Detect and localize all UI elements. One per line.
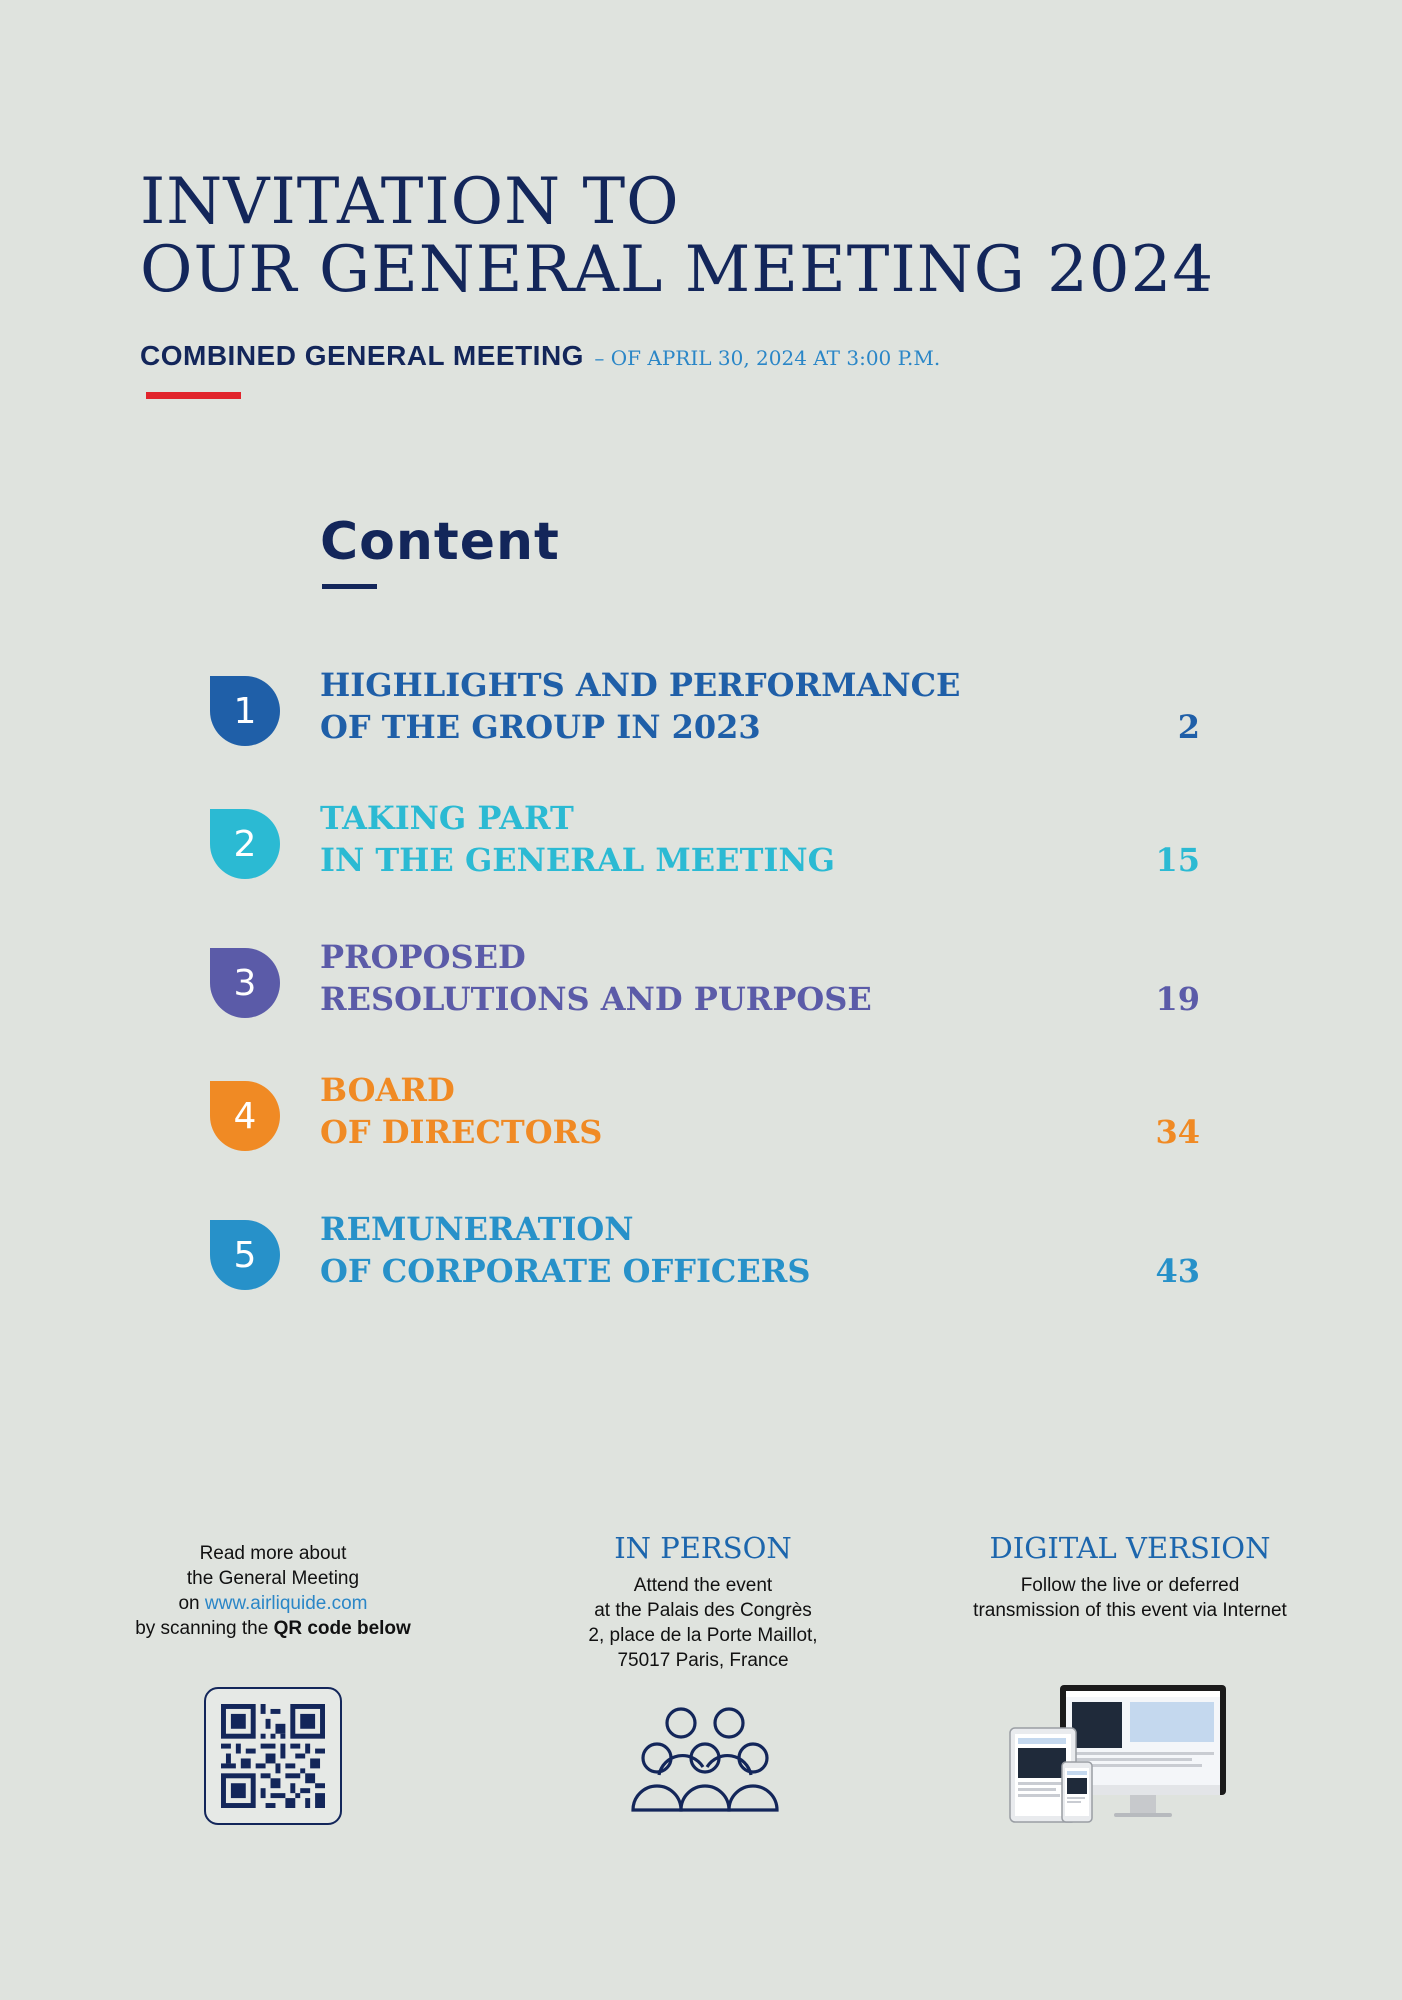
in-person-line-4: 75017 Paris, France xyxy=(617,1650,789,1671)
people-icon xyxy=(630,1705,780,1820)
section-number-badge: 5 xyxy=(210,1220,280,1290)
content-underline xyxy=(322,584,377,589)
in-person-title: IN PERSON xyxy=(614,1531,792,1565)
page-title xyxy=(140,165,1215,307)
toc-item-3[interactable] xyxy=(210,938,1200,1042)
toc-item-title xyxy=(320,1069,602,1153)
toc-item-title-line-2: OF THE GROUP IN 2023 xyxy=(320,708,761,746)
toc-item-title-line-1: PROPOSED xyxy=(320,938,526,976)
toc-item-5[interactable] xyxy=(210,1210,1200,1314)
toc-item-title-line-1: HIGHLIGHTS AND PERFORMANCE xyxy=(320,666,961,704)
toc-item-title xyxy=(320,664,960,748)
section-number-badge: 1 xyxy=(210,676,280,746)
toc-item-page: 15 xyxy=(1155,841,1200,879)
in-person-line-2: at the Palais des Congrès xyxy=(594,1600,812,1621)
toc-item-title-line-1: BOARD xyxy=(320,1071,455,1109)
meeting-type: COMBINED GENERAL MEETING xyxy=(140,340,584,371)
toc-item-page: 2 xyxy=(1177,708,1200,746)
read-more-column xyxy=(110,1541,436,1641)
in-person-column xyxy=(540,1531,866,1673)
read-more-line-4 xyxy=(110,1616,436,1641)
section-number-badge: 4 xyxy=(210,1081,280,1151)
toc-item-title-line-1: TAKING PART xyxy=(320,799,574,837)
toc-item-page: 19 xyxy=(1155,980,1200,1018)
toc-item-page: 34 xyxy=(1155,1113,1200,1151)
devices-icon xyxy=(980,1640,1280,1865)
toc-item-title-line-2: IN THE GENERAL MEETING xyxy=(320,841,835,879)
toc-item-title-line-2: OF CORPORATE OFFICERS xyxy=(320,1252,811,1290)
toc-item-title-line-2: OF DIRECTORS xyxy=(320,1113,603,1151)
digital-version-column xyxy=(950,1531,1310,1623)
scan-prefix: by scanning the xyxy=(135,1618,274,1639)
toc-item-1[interactable] xyxy=(210,666,1200,770)
toc-item-page: 43 xyxy=(1155,1252,1200,1290)
toc-item-title-line-2: RESOLUTIONS AND PURPOSE xyxy=(320,980,872,1018)
toc-item-2[interactable] xyxy=(210,799,1200,903)
qr-code-graphic xyxy=(221,1704,325,1808)
scan-emphasis: QR code below xyxy=(273,1618,411,1639)
toc-item-title-line-1: REMUNERATION xyxy=(320,1210,634,1248)
toc-item-title xyxy=(320,936,872,1020)
in-person-line-3: 2, place de la Porte Maillot, xyxy=(588,1625,818,1646)
section-number-badge: 2 xyxy=(210,809,280,879)
read-more-line-2: the General Meeting xyxy=(186,1568,360,1589)
title-line-1: INVITATION TO xyxy=(140,165,680,239)
in-person-line-1: Attend the event xyxy=(633,1575,773,1596)
title-line-2: OUR GENERAL MEETING 2024 xyxy=(140,233,1215,307)
meeting-date: – OF APRIL 30, 2024 AT 3:00 P.M. xyxy=(594,346,941,370)
digital-line-1: Follow the live or deferred xyxy=(1020,1575,1240,1596)
website-link[interactable]: www.airliquide.com xyxy=(204,1593,368,1614)
toc-item-title xyxy=(320,1208,810,1292)
read-more-line-3 xyxy=(110,1591,436,1616)
toc-item-title xyxy=(320,797,835,881)
digital-version-title: DIGITAL VERSION xyxy=(989,1531,1271,1565)
read-more-prefix: on xyxy=(178,1593,205,1614)
content-heading: Content xyxy=(320,512,560,572)
meeting-subtitle xyxy=(140,340,940,372)
read-more-line-1: Read more about xyxy=(199,1543,347,1564)
qr-code-icon[interactable] xyxy=(204,1687,342,1825)
section-number-badge: 3 xyxy=(210,948,280,1018)
digital-line-2: transmission of this event via Internet xyxy=(973,1600,1287,1621)
toc-item-4[interactable] xyxy=(210,1071,1200,1175)
accent-divider xyxy=(146,392,241,399)
